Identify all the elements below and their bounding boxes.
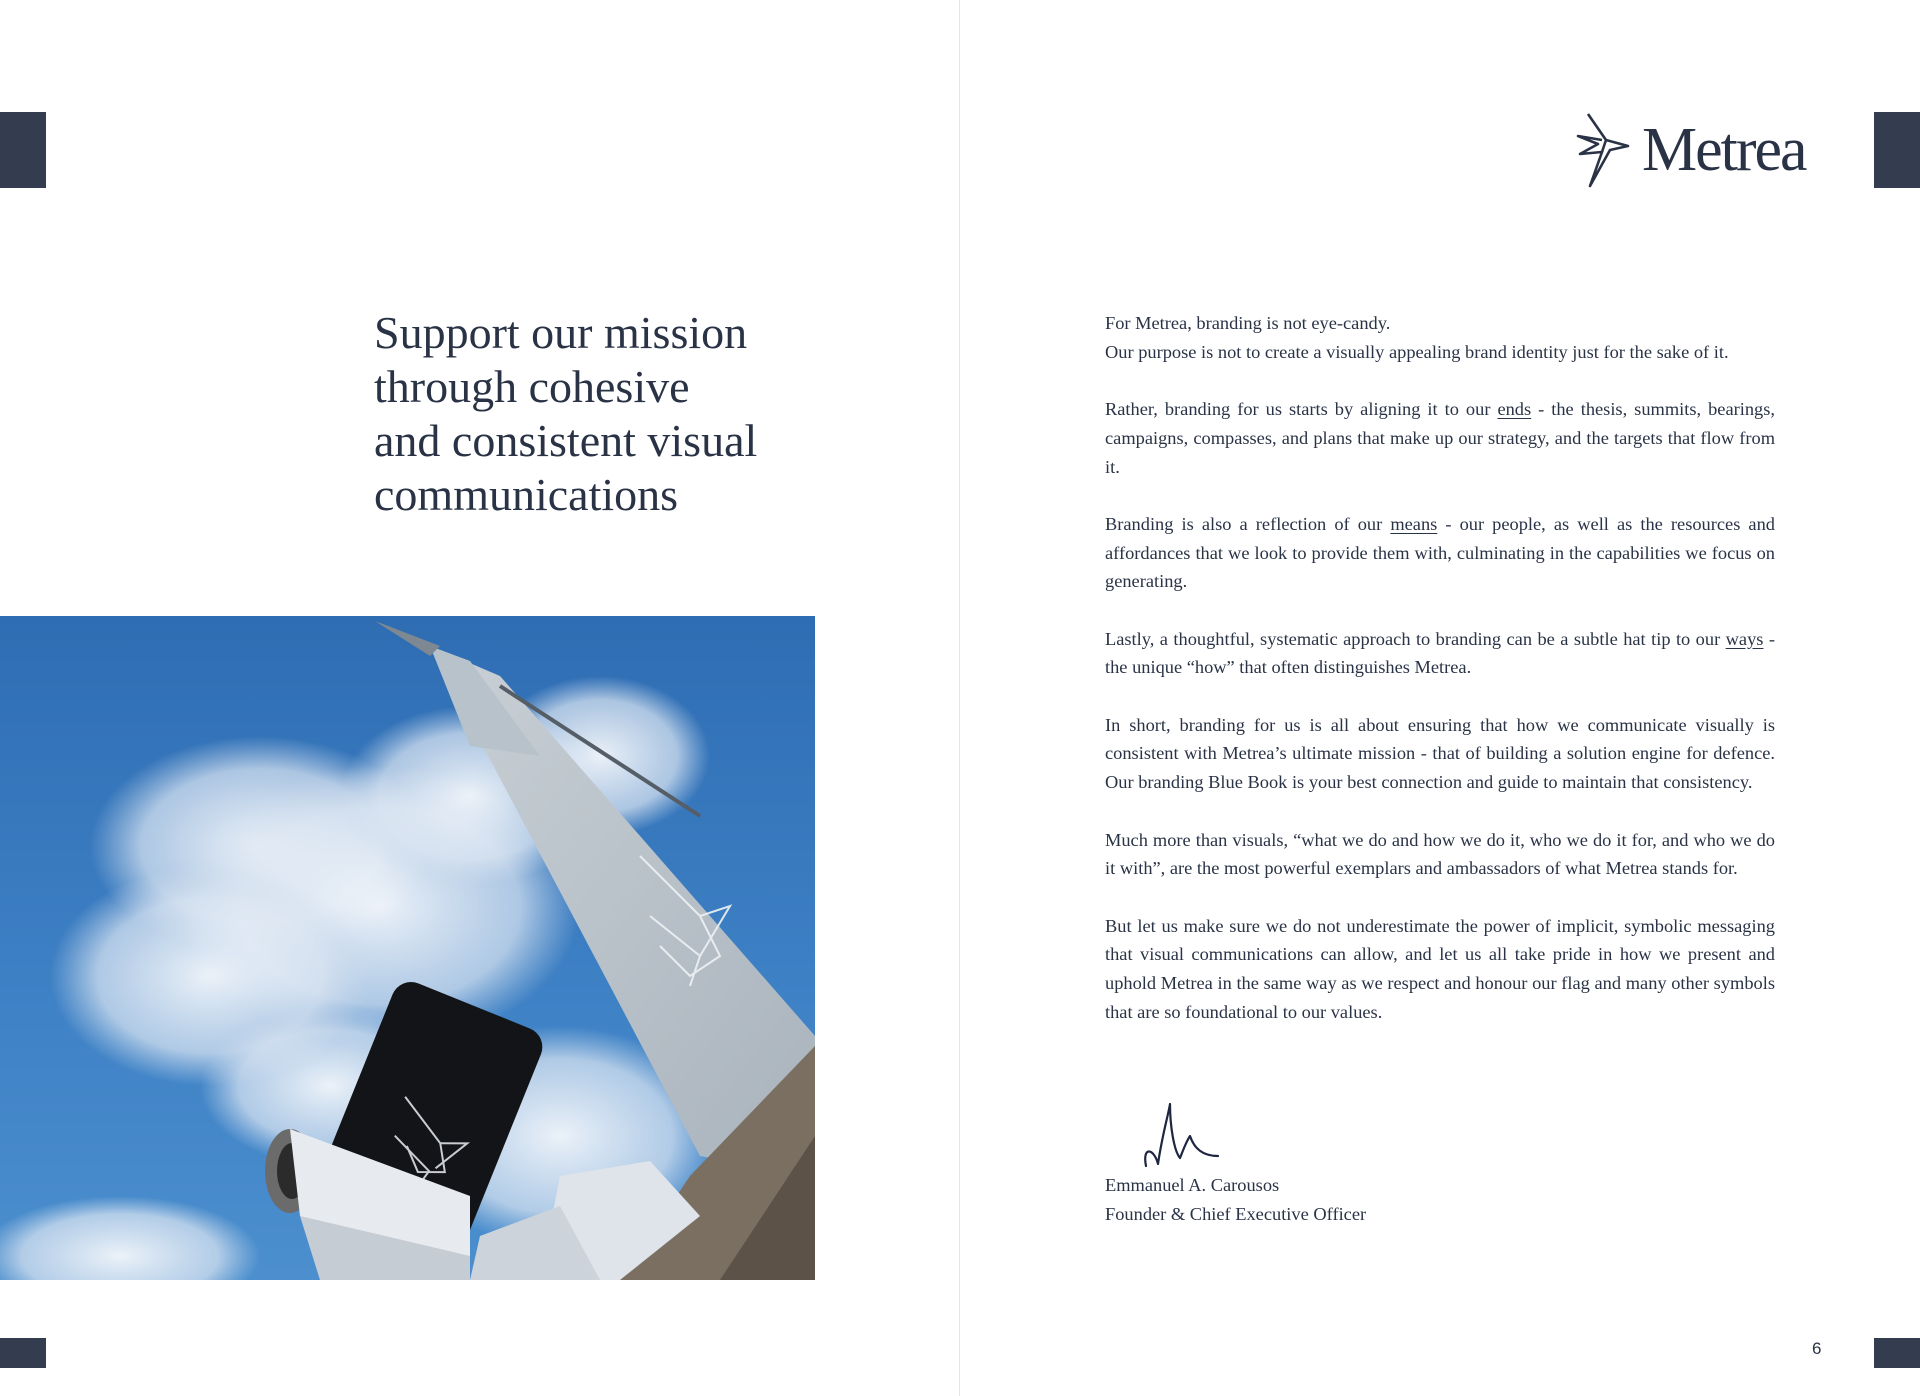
logo-wordmark: Metrea (1642, 116, 1806, 184)
paragraph-mission: In short, branding for us is all about ensuring that how we communicate visually is consistent with Metrea’s ultimate mission - that of building a solution engine for defence. Our branding Blue Book is your best connection and guide to maintain that consistency. (1105, 714, 1775, 793)
swallow-bird-icon (1576, 110, 1634, 190)
headline-line: through cohesive (374, 361, 690, 412)
headline-line: Support our mission (374, 307, 748, 358)
handwritten-signature (1140, 1096, 1220, 1181)
corner-tab-top-right (1874, 112, 1920, 188)
paragraph-symbolic: But let us make sure we do not underestimate the power of implicit, symbolic messaging that visual communications can allow, and let us all take pride in how we present and uphold Metrea in the same way as we respect and honour our flag and many other symbols that are so foundational to our values. (1105, 915, 1775, 1022)
paragraph-means (1105, 510, 1775, 596)
ways-emphasis: ways (1725, 628, 1764, 649)
corner-tab-bottom-right (1874, 1338, 1920, 1368)
text-line: Our purpose is not to create a visually appealing brand identity just for the sake of it. (1105, 341, 1729, 362)
aircraft-tail-photo (0, 616, 815, 1280)
page-number: 6 (1812, 1339, 1822, 1358)
signer-title: Founder & Chief Executive Officer (1105, 1203, 1367, 1224)
headline-line: communications (374, 469, 679, 520)
text-run: - our people, as well as the resources and affordances that we look to provide them with, culminating in the capabilities we focus on generating. (1105, 513, 1775, 592)
means-emphasis: means (1390, 513, 1438, 534)
text-run: - the unique “how” that often distinguishes Metrea. (1105, 628, 1775, 678)
headline-line: and consistent visual (374, 415, 758, 466)
signer-name: Emmanuel A. Carousos (1105, 1175, 1280, 1195)
text-run: Lastly, a thoughtful, systematic approach to branding can be a subtle hat tip to our (1105, 628, 1726, 649)
signer-block (1105, 1171, 1366, 1228)
ends-emphasis: ends (1497, 399, 1532, 420)
letter-body (1105, 309, 1775, 1055)
text-run: Branding is also a reflection of our (1105, 513, 1391, 534)
metrea-logo (1576, 110, 1806, 190)
aircraft-photo-illustration (0, 616, 815, 1280)
paragraph-ways (1105, 625, 1775, 682)
text-line: For Metrea, branding is not eye-candy. (1105, 313, 1391, 333)
corner-tab-bottom-left (0, 1338, 46, 1368)
corner-tab-top-left (0, 112, 46, 188)
paragraph-ends (1105, 395, 1775, 481)
text-run: Rather, branding for us starts by aligning it to our (1105, 399, 1498, 420)
page-spread-divider (959, 0, 960, 1396)
paragraph-visuals: Much more than visuals, “what we do and how we do it, who we do it for, and who we do it with”, are the most powerful exemplars and ambassadors of what Metrea stands for. (1105, 829, 1775, 879)
page-headline (374, 306, 834, 522)
paragraph-intro (1105, 309, 1775, 366)
text-run: - the thesis, summits, bearings, campaigns, compasses, and plans that make up our strategy, and the targets that flow from it. (1105, 399, 1775, 477)
